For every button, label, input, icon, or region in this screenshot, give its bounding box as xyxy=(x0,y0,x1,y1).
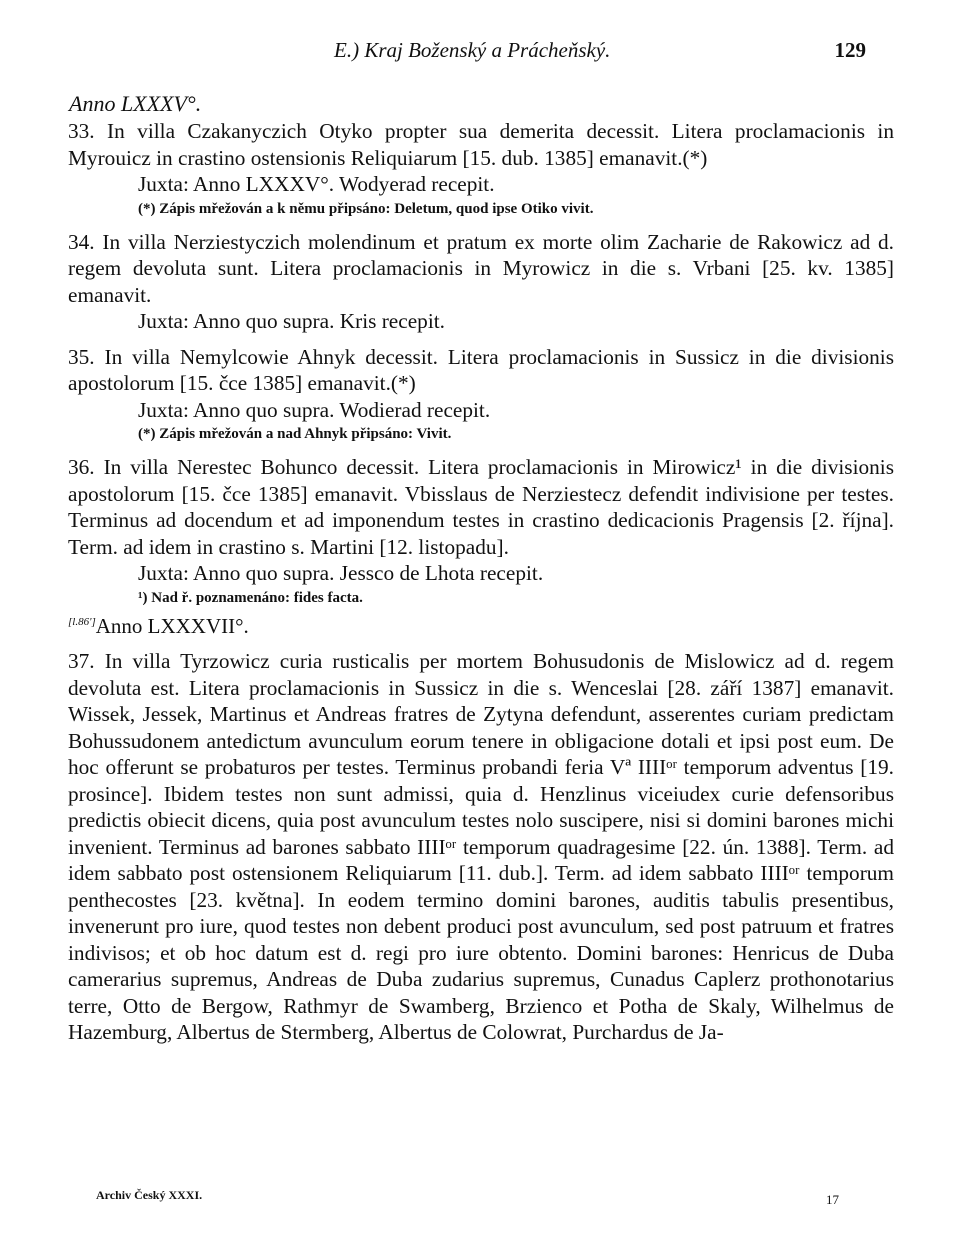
folio-marker: [l.86'] xyxy=(68,615,96,628)
entry-37 xyxy=(68,648,894,1046)
entry-text: 34. In villa Nerziestyczich molendinum et pratum ex morte olim Zacharie de Rakowicz ad d. regem devoluta sunt. Litera proclamacionis in Myrowicz in die s. Vrbani [25. kv. 1385] emanavit. xyxy=(68,229,894,307)
section-heading-text: Anno LXXXVII°. xyxy=(95,613,249,638)
entry-text: 33. In villa Czakanyczich Otyko propter sua demerita decessit. Litera proclamacionis in Myrouicz in crastino ostensionis Reliquiarum [15. dub. 1385] emanavit.(*) xyxy=(68,119,894,170)
footnote: (*) Zápis mřežován a k němu připsáno: Deletum, quod ipse Otiko vivit. xyxy=(138,200,594,217)
page-number: 129 xyxy=(834,38,866,62)
signature-number: 17 xyxy=(826,1192,839,1207)
header-title: E.) Kraj Boženský a Prácheňský. xyxy=(334,38,611,62)
section-heading: Anno LXXXV°. xyxy=(69,91,202,116)
entry-text: 37. In villa Tyrzowicz curia rusticalis per mortem Bohusudonis de Mislowicz ad d. regem devoluta est. Litera proclamacionis in Sussicz in die s. Wenceslai [28. září 1387] emanavit. Wissek, Jessek, Martinus et Andreas fratres de Zytyna defendunt, asserentes curiam predictam Bohussudonem antedictum avunculum eorum tenere in obligacione dotali et ipsi post eum. De hoc offerunt se probaturos per testes. Terminus probandi feria Vª IIIIᵒʳ temporum adventus [19. prosince]. Ibidem testes non sunt admissi, quia d. Henzlinus viceiudex curie defensoribus predictis obiecit dicens, quia post avunculum testes nolo suscipere, nisi si domini barones michi invenient. Terminus ad barones sabbato IIIIᵒʳ temporum quadragesime [22. ún. 1388]. Term. ad idem sabbato post ostensionem Reliquiarum [11. dub.]. Term. ad idem sabbato IIIIᵒʳ temporum penthecostes [23. května]. In eodem termino domini barones, auditis tabulis presentibus, invenerunt pro iure, quod testes non debent produci post avunculum, sed post patruum et fratres indivisos; et ob hoc datum est d. regi pro iure obtento. Domini barones: Henricus de Duba camerarius supremus, Andreas de Duba zudarius supremus, Cunadus Caplerz prothonotarius terre, Otto de Bergow, Rathmyr de Swamberg, Brzienco et Potha de Skaly, Wilhelmus de Hazemburg, Albertus de Stermberg, Albertus de Colowrat, Purchardus de Ja- xyxy=(68,649,894,1044)
footer-source: Archiv Český XXXI. xyxy=(96,1188,203,1202)
footnote: ¹) Nad ř. poznamenáno: fides facta. xyxy=(138,589,363,606)
juxta-line: Juxta: Anno quo supra. Kris recepit. xyxy=(138,309,445,333)
running-header xyxy=(0,38,960,70)
entry-33 xyxy=(68,118,894,220)
document-body xyxy=(68,118,894,1046)
footnote: (*) Zápis mřežován a nad Ahnyk připsáno: Vivit. xyxy=(138,426,452,442)
juxta-line: Juxta: Anno LXXXV°. Wodyerad recepit. xyxy=(138,172,495,196)
entry-35 xyxy=(68,344,894,446)
juxta-line: Juxta: Anno quo supra. Jessco de Lhota recepit. xyxy=(138,561,544,585)
entry-text: 35. In villa Nemylcowie Ahnyk decessit. Litera proclamacionis in Sussicz in die divisionis apostolorum [15. čce 1385] emanavit.(*) xyxy=(68,344,894,395)
entry-text: 36. In villa Nerestec Bohunco decessit. Litera proclamacionis in Mirowicz¹ in die divisionis apostolorum [15. čce 1385] emanavit. Vbisslaus de Nerziestecz defendit indivisione per testes. Terminus ad docendum et ad imponendum testes in crastino dedicacionis Pragensis [2. října]. Term. ad idem in crastino s. Martini [12. listopadu]. xyxy=(68,455,894,559)
juxta-line: Juxta: Anno quo supra. Wodierad recepit. xyxy=(138,397,491,422)
section-heading-87 xyxy=(68,609,894,640)
page-footer xyxy=(0,1188,960,1216)
entry-36 xyxy=(68,454,894,609)
entry-34 xyxy=(68,229,894,335)
